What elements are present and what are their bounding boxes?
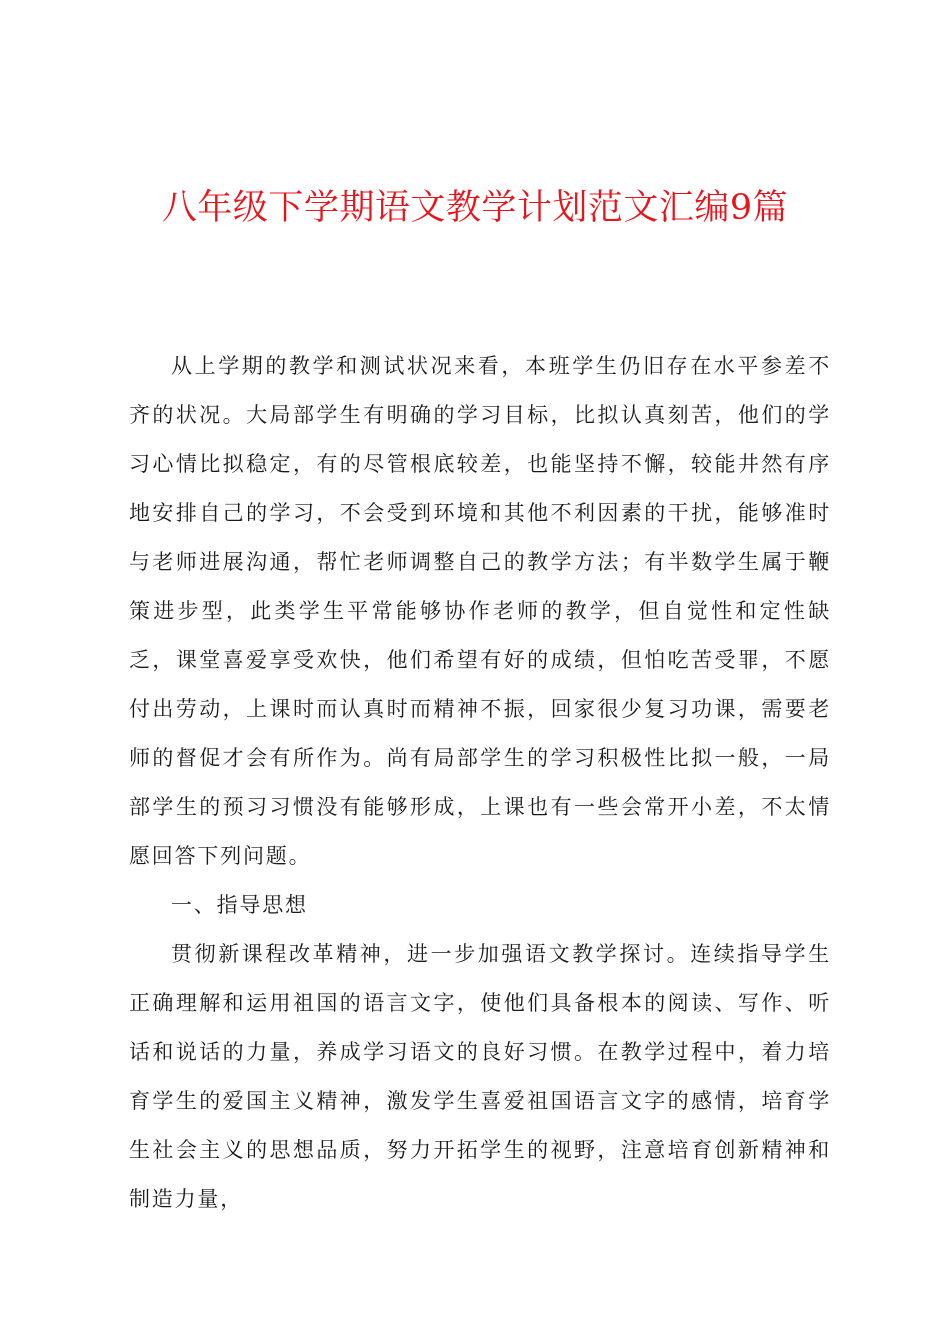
document-title: 八年级下学期语文教学计划范文汇编9篇 [161,188,789,228]
section-heading-guiding-ideology: 一、指导思想 [171,893,308,917]
paragraph-student-situation: 从上学期的教学和测试状况来看，本班学生仍旧存在水平参差不齐的状况。大局部学生有明确的学习目标，比拟认真刻苦，他们的学习心情比拟稳定，有的尽管根底较差，也能坚持不懈，较能井然有序地安排自己的学习，不会受到环境和其他不利因素的干扰，能够准时与老师进展沟通，帮忙老师调整自己的教学方法；有半数学生属于鞭策进步型，此类学生平常能够协作老师的教学，但自觉性和定性缺乏，课堂喜爱享受欢快，他们希望有好的成绩，但怕吃苦受罪，不愿付出劳动，上课时而认真时而精神不振，回家很少复习功课，需要老师的督促才会有所作为。尚有局部学生的学习积极性比拟一般，一局部学生的预习习惯没有能够形成，上课也有一些会常开小差，不太情愿回答下列问题。 [129,354,831,868]
paragraph-guiding-ideology: 贯彻新课程改革精神，进一步加强语文教学探讨。连续指导学生正确理解和运用祖国的语言文字，使他们具备根本的阅读、写作、听话和说话的力量，养成学习语文的良好习惯。在教学过程中，着力培育学生的爱国主义精神，激发学生喜爱祖国语言文字的感情，培育学生社会主义的思想品质，努力开拓学生的视野，注意培育创新精神和制造力量， [129,942,831,1211]
document-body [129,342,831,1224]
